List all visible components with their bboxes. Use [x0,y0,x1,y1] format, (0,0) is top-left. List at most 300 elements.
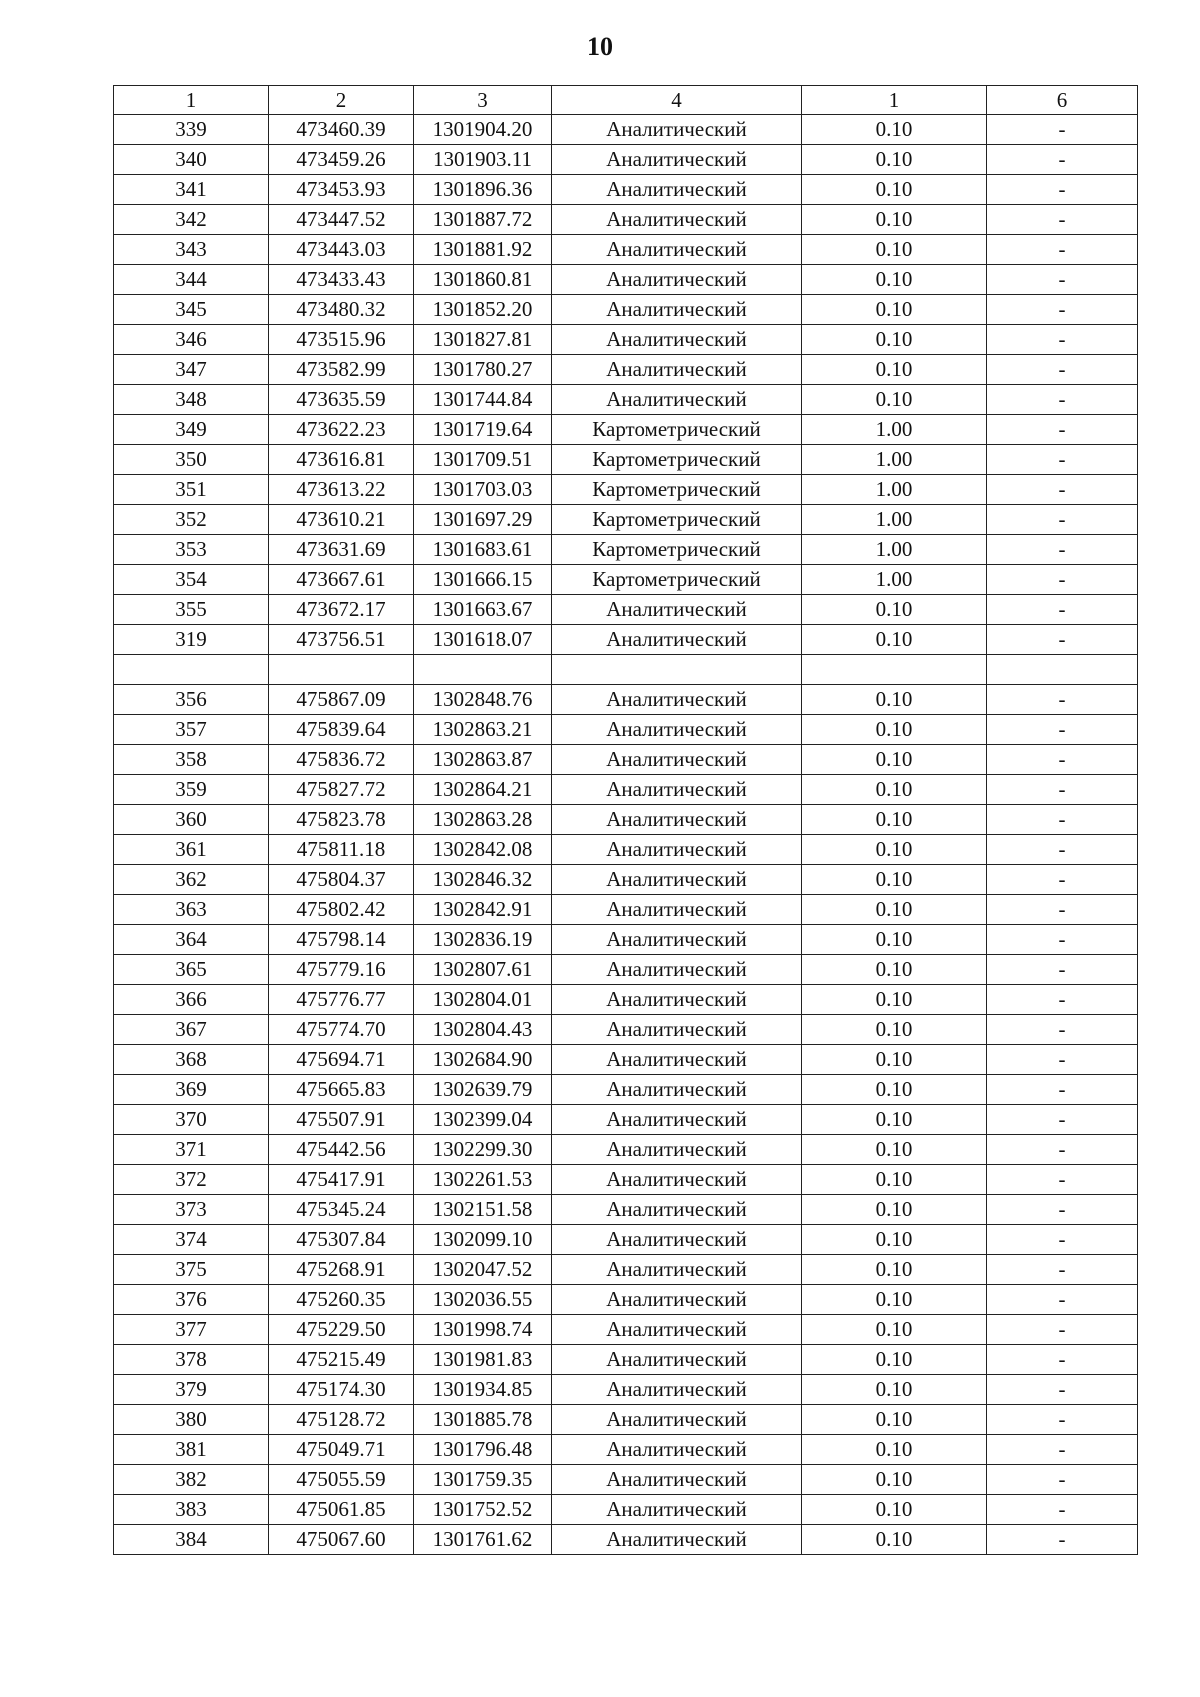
cell-accuracy: 1.00 [802,445,987,475]
table-row [114,1435,1138,1465]
cell-y-coordinate: 1302099.10 [414,1225,552,1255]
cell-y-coordinate: 1301709.51 [414,445,552,475]
cell-method: Картометрический [552,415,802,445]
cell-accuracy: 0.10 [802,1195,987,1225]
cell-y-coordinate: 1301827.81 [414,325,552,355]
cell-method: Аналитический [552,805,802,835]
cell-point-number: 341 [114,175,269,205]
cell-accuracy: 0.10 [802,1285,987,1315]
cell-note: - [987,445,1138,475]
cell-point-number: 344 [114,265,269,295]
table-row [114,445,1138,475]
cell-method: Аналитический [552,925,802,955]
table-row [114,715,1138,745]
cell-x-coordinate: 475811.18 [269,835,414,865]
cell-note: - [987,1405,1138,1435]
cell-point-number: 362 [114,865,269,895]
cell-accuracy: 0.10 [802,715,987,745]
column-header-2: 2 [269,86,414,115]
cell-x-coordinate: 475507.91 [269,1105,414,1135]
cell-note: - [987,715,1138,745]
table-row [114,1135,1138,1165]
cell-note: - [987,865,1138,895]
cell-method: Картометрический [552,475,802,505]
cell-point-number: 345 [114,295,269,325]
cell-method: Аналитический [552,205,802,235]
table-row [114,775,1138,805]
cell-x-coordinate: 473631.69 [269,535,414,565]
cell-x-coordinate: 473610.21 [269,505,414,535]
cell-accuracy: 0.10 [802,925,987,955]
cell-accuracy: 0.10 [802,1105,987,1135]
cell-point-number: 360 [114,805,269,835]
table-row [114,385,1138,415]
table-row [114,745,1138,775]
cell-y-coordinate: 1301703.03 [414,475,552,505]
cell-y-coordinate: 1302842.08 [414,835,552,865]
cell-accuracy: 0.10 [802,1045,987,1075]
cell-method: Аналитический [552,145,802,175]
column-header-6: 6 [987,86,1138,115]
cell-accuracy: 0.10 [802,955,987,985]
cell-y-coordinate: 1302863.28 [414,805,552,835]
cell-note: - [987,1045,1138,1075]
cell-x-coordinate: 475798.14 [269,925,414,955]
cell-accuracy: 0.10 [802,895,987,925]
cell-x-coordinate: 473667.61 [269,565,414,595]
cell-accuracy: 0.10 [802,985,987,1015]
cell-x-coordinate: 475067.60 [269,1525,414,1555]
cell-method: Аналитический [552,1105,802,1135]
cell-y-coordinate: 1302151.58 [414,1195,552,1225]
cell-accuracy: 1.00 [802,415,987,445]
table-row [114,1195,1138,1225]
cell-point-number: 353 [114,535,269,565]
cell-method: Аналитический [552,1285,802,1315]
cell-method: Аналитический [552,895,802,925]
cell-y-coordinate: 1301887.72 [414,205,552,235]
cell-note: - [987,355,1138,385]
cell-x-coordinate: 473480.32 [269,295,414,325]
cell-x-coordinate: 473616.81 [269,445,414,475]
cell-method: Аналитический [552,985,802,1015]
cell-y-coordinate: 1301903.11 [414,145,552,175]
cell-accuracy: 0.10 [802,115,987,145]
cell-x-coordinate: 475823.78 [269,805,414,835]
cell-point-number [114,655,269,685]
cell-accuracy: 0.10 [802,1435,987,1465]
cell-point-number: 372 [114,1165,269,1195]
cell-point-number: 357 [114,715,269,745]
cell-y-coordinate: 1301761.62 [414,1525,552,1555]
cell-y-coordinate: 1302836.19 [414,925,552,955]
table-row [114,295,1138,325]
cell-method: Аналитический [552,1405,802,1435]
cell-x-coordinate: 475802.42 [269,895,414,925]
table-row [114,565,1138,595]
cell-x-coordinate: 475128.72 [269,1405,414,1435]
cell-method: Аналитический [552,1315,802,1345]
cell-x-coordinate: 475215.49 [269,1345,414,1375]
cell-note: - [987,1195,1138,1225]
cell-note: - [987,115,1138,145]
cell-accuracy: 0.10 [802,1495,987,1525]
cell-note: - [987,325,1138,355]
cell-x-coordinate: 475417.91 [269,1165,414,1195]
column-header-1: 1 [114,86,269,115]
cell-point-number: 347 [114,355,269,385]
cell-x-coordinate: 473433.43 [269,265,414,295]
cell-point-number: 373 [114,1195,269,1225]
cell-x-coordinate: 475174.30 [269,1375,414,1405]
cell-note: - [987,835,1138,865]
table-row [114,1465,1138,1495]
cell-x-coordinate: 475694.71 [269,1045,414,1075]
cell-y-coordinate: 1301796.48 [414,1435,552,1465]
cell-note: - [987,955,1138,985]
cell-note: - [987,595,1138,625]
cell-note: - [987,625,1138,655]
cell-accuracy: 0.10 [802,1465,987,1495]
cell-accuracy: 0.10 [802,685,987,715]
table-row [114,1495,1138,1525]
cell-point-number: 365 [114,955,269,985]
cell-note: - [987,1135,1138,1165]
cell-accuracy: 0.10 [802,775,987,805]
cell-note: - [987,1315,1138,1345]
cell-method: Аналитический [552,1495,802,1525]
cell-method: Аналитический [552,955,802,985]
cell-method: Картометрический [552,445,802,475]
cell-point-number: 384 [114,1525,269,1555]
cell-point-number: 364 [114,925,269,955]
cell-note: - [987,1225,1138,1255]
cell-accuracy: 0.10 [802,1375,987,1405]
page-number: 10 [587,32,613,61]
cell-note: - [987,415,1138,445]
cell-x-coordinate: 475836.72 [269,745,414,775]
column-header-5: 1 [802,86,987,115]
cell-accuracy: 0.10 [802,265,987,295]
cell-point-number: 369 [114,1075,269,1105]
cell-method: Аналитический [552,1135,802,1165]
cell-note: - [987,1285,1138,1315]
table-row [114,1525,1138,1555]
cell-x-coordinate: 473447.52 [269,205,414,235]
table-row [114,1255,1138,1285]
table-row [114,145,1138,175]
cell-note: - [987,925,1138,955]
cell-y-coordinate: 1302863.21 [414,715,552,745]
cell-method: Аналитический [552,355,802,385]
cell-note: - [987,1105,1138,1135]
cell-accuracy: 0.10 [802,835,987,865]
cell-x-coordinate: 473613.22 [269,475,414,505]
cell-point-number: 378 [114,1345,269,1375]
cell-method: Аналитический [552,625,802,655]
cell-note: - [987,565,1138,595]
cell-note: - [987,1375,1138,1405]
cell-accuracy: 0.10 [802,1315,987,1345]
cell-point-number: 348 [114,385,269,415]
cell-method: Аналитический [552,325,802,355]
table-row [114,1015,1138,1045]
cell-x-coordinate: 475049.71 [269,1435,414,1465]
cell-x-coordinate: 475867.09 [269,685,414,715]
cell-y-coordinate: 1301697.29 [414,505,552,535]
cell-method [552,655,802,685]
cell-x-coordinate: 475268.91 [269,1255,414,1285]
cell-method: Аналитический [552,115,802,145]
cell-point-number: 352 [114,505,269,535]
cell-accuracy: 0.10 [802,865,987,895]
table-row [114,115,1138,145]
cell-method: Аналитический [552,1465,802,1495]
cell-x-coordinate: 473622.23 [269,415,414,445]
cell-note: - [987,685,1138,715]
cell-accuracy: 1.00 [802,565,987,595]
cell-note: - [987,1345,1138,1375]
table-row [114,475,1138,505]
cell-y-coordinate: 1302804.43 [414,1015,552,1045]
cell-y-coordinate: 1301934.85 [414,1375,552,1405]
cell-note: - [987,265,1138,295]
cell-point-number: 355 [114,595,269,625]
table-row [114,1045,1138,1075]
cell-note: - [987,295,1138,325]
cell-point-number: 379 [114,1375,269,1405]
cell-x-coordinate: 475665.83 [269,1075,414,1105]
cell-note: - [987,1255,1138,1285]
cell-method: Аналитический [552,1435,802,1465]
cell-note: - [987,1525,1138,1555]
cell-y-coordinate: 1301744.84 [414,385,552,415]
cell-y-coordinate: 1302848.76 [414,685,552,715]
table-row [114,265,1138,295]
cell-note: - [987,1165,1138,1195]
cell-method: Аналитический [552,775,802,805]
cell-y-coordinate: 1301780.27 [414,355,552,385]
cell-point-number: 349 [114,415,269,445]
cell-note: - [987,205,1138,235]
cell-y-coordinate: 1302299.30 [414,1135,552,1165]
cell-accuracy: 0.10 [802,385,987,415]
cell-point-number: 383 [114,1495,269,1525]
cell-accuracy: 0.10 [802,1225,987,1255]
cell-accuracy: 1.00 [802,505,987,535]
table-row [114,805,1138,835]
table-row [114,1105,1138,1135]
cell-note: - [987,775,1138,805]
cell-note: - [987,985,1138,1015]
cell-y-coordinate: 1302804.01 [414,985,552,1015]
cell-point-number: 340 [114,145,269,175]
cell-note: - [987,175,1138,205]
cell-point-number: 358 [114,745,269,775]
cell-y-coordinate: 1302842.91 [414,895,552,925]
cell-accuracy: 0.10 [802,1345,987,1375]
column-header-4: 4 [552,86,802,115]
cell-note: - [987,1495,1138,1525]
cell-point-number: 350 [114,445,269,475]
cell-point-number: 376 [114,1285,269,1315]
cell-accuracy: 1.00 [802,535,987,565]
cell-x-coordinate: 475804.37 [269,865,414,895]
table-row [114,955,1138,985]
cell-y-coordinate: 1302639.79 [414,1075,552,1105]
cell-note: - [987,1465,1138,1495]
cell-x-coordinate: 473460.39 [269,115,414,145]
cell-note: - [987,1075,1138,1105]
cell-y-coordinate: 1302399.04 [414,1105,552,1135]
cell-accuracy [802,655,987,685]
cell-accuracy: 0.10 [802,1525,987,1555]
table-row [114,985,1138,1015]
table-row [114,835,1138,865]
cell-point-number: 361 [114,835,269,865]
cell-x-coordinate: 475061.85 [269,1495,414,1525]
table-row [114,925,1138,955]
cell-x-coordinate: 473443.03 [269,235,414,265]
cell-x-coordinate: 473515.96 [269,325,414,355]
cell-x-coordinate: 475229.50 [269,1315,414,1345]
cell-method: Аналитический [552,1375,802,1405]
cell-note: - [987,535,1138,565]
cell-method: Аналитический [552,295,802,325]
table-row [114,1405,1138,1435]
cell-method: Аналитический [552,1195,802,1225]
cell-x-coordinate: 475827.72 [269,775,414,805]
table-row [114,685,1138,715]
cell-y-coordinate: 1301618.07 [414,625,552,655]
cell-method: Картометрический [552,535,802,565]
table-row [114,895,1138,925]
cell-x-coordinate: 475442.56 [269,1135,414,1165]
cell-accuracy: 0.10 [802,595,987,625]
cell-method: Аналитический [552,1255,802,1285]
cell-method: Картометрический [552,505,802,535]
cell-x-coordinate: 475776.77 [269,985,414,1015]
table-row [114,1345,1138,1375]
cell-y-coordinate: 1302846.32 [414,865,552,895]
cell-method: Аналитический [552,715,802,745]
cell-x-coordinate [269,655,414,685]
cell-point-number: 375 [114,1255,269,1285]
cell-accuracy: 0.10 [802,1165,987,1195]
cell-point-number: 346 [114,325,269,355]
cell-x-coordinate: 475779.16 [269,955,414,985]
cell-y-coordinate: 1302864.21 [414,775,552,805]
cell-accuracy: 0.10 [802,145,987,175]
cell-y-coordinate: 1302036.55 [414,1285,552,1315]
table-row [114,205,1138,235]
cell-y-coordinate: 1301896.36 [414,175,552,205]
cell-x-coordinate: 475260.35 [269,1285,414,1315]
cell-note: - [987,745,1138,775]
cell-accuracy: 0.10 [802,805,987,835]
cell-note: - [987,895,1138,925]
cell-note: - [987,805,1138,835]
cell-point-number: 363 [114,895,269,925]
cell-method: Аналитический [552,1225,802,1255]
cell-method: Аналитический [552,595,802,625]
cell-point-number: 342 [114,205,269,235]
cell-method: Аналитический [552,1075,802,1105]
cell-accuracy: 0.10 [802,1255,987,1285]
cell-note [987,655,1138,685]
cell-y-coordinate: 1301663.67 [414,595,552,625]
cell-accuracy: 0.10 [802,205,987,235]
table-row [114,595,1138,625]
cell-method: Аналитический [552,685,802,715]
cell-accuracy: 1.00 [802,475,987,505]
table-row [114,355,1138,385]
cell-y-coordinate: 1301759.35 [414,1465,552,1495]
table-row [114,865,1138,895]
table-row [114,625,1138,655]
cell-note: - [987,1435,1138,1465]
cell-note: - [987,385,1138,415]
cell-method: Аналитический [552,1345,802,1375]
cell-accuracy: 0.10 [802,175,987,205]
cell-y-coordinate: 1302684.90 [414,1045,552,1075]
cell-y-coordinate: 1302261.53 [414,1165,552,1195]
cell-note: - [987,145,1138,175]
table-row [114,1285,1138,1315]
cell-accuracy: 0.10 [802,745,987,775]
cell-method: Аналитический [552,385,802,415]
table-row [114,655,1138,685]
cell-y-coordinate: 1301904.20 [414,115,552,145]
cell-point-number: 356 [114,685,269,715]
cell-x-coordinate: 473582.99 [269,355,414,385]
cell-y-coordinate: 1301860.81 [414,265,552,295]
cell-accuracy: 0.10 [802,1405,987,1435]
cell-x-coordinate: 475774.70 [269,1015,414,1045]
cell-method: Аналитический [552,265,802,295]
cell-method: Аналитический [552,1165,802,1195]
table-row [114,235,1138,265]
cell-point-number: 370 [114,1105,269,1135]
cell-x-coordinate: 473672.17 [269,595,414,625]
cell-method: Аналитический [552,1525,802,1555]
cell-y-coordinate: 1301683.61 [414,535,552,565]
cell-accuracy: 0.10 [802,235,987,265]
cell-point-number: 351 [114,475,269,505]
cell-point-number: 339 [114,115,269,145]
cell-x-coordinate: 473756.51 [269,625,414,655]
cell-accuracy: 0.10 [802,1075,987,1105]
cell-accuracy: 0.10 [802,295,987,325]
cell-y-coordinate: 1301885.78 [414,1405,552,1435]
cell-note: - [987,235,1138,265]
table-row [114,175,1138,205]
cell-x-coordinate: 475345.24 [269,1195,414,1225]
cell-point-number: 343 [114,235,269,265]
table-row [114,415,1138,445]
table-row [114,1225,1138,1255]
cell-method: Аналитический [552,835,802,865]
cell-y-coordinate [414,655,552,685]
cell-x-coordinate: 473635.59 [269,385,414,415]
cell-method: Картометрический [552,565,802,595]
cell-accuracy: 0.10 [802,1135,987,1165]
cell-y-coordinate: 1302863.87 [414,745,552,775]
cell-y-coordinate: 1302807.61 [414,955,552,985]
cell-point-number: 359 [114,775,269,805]
table-row [114,1165,1138,1195]
table-row [114,535,1138,565]
